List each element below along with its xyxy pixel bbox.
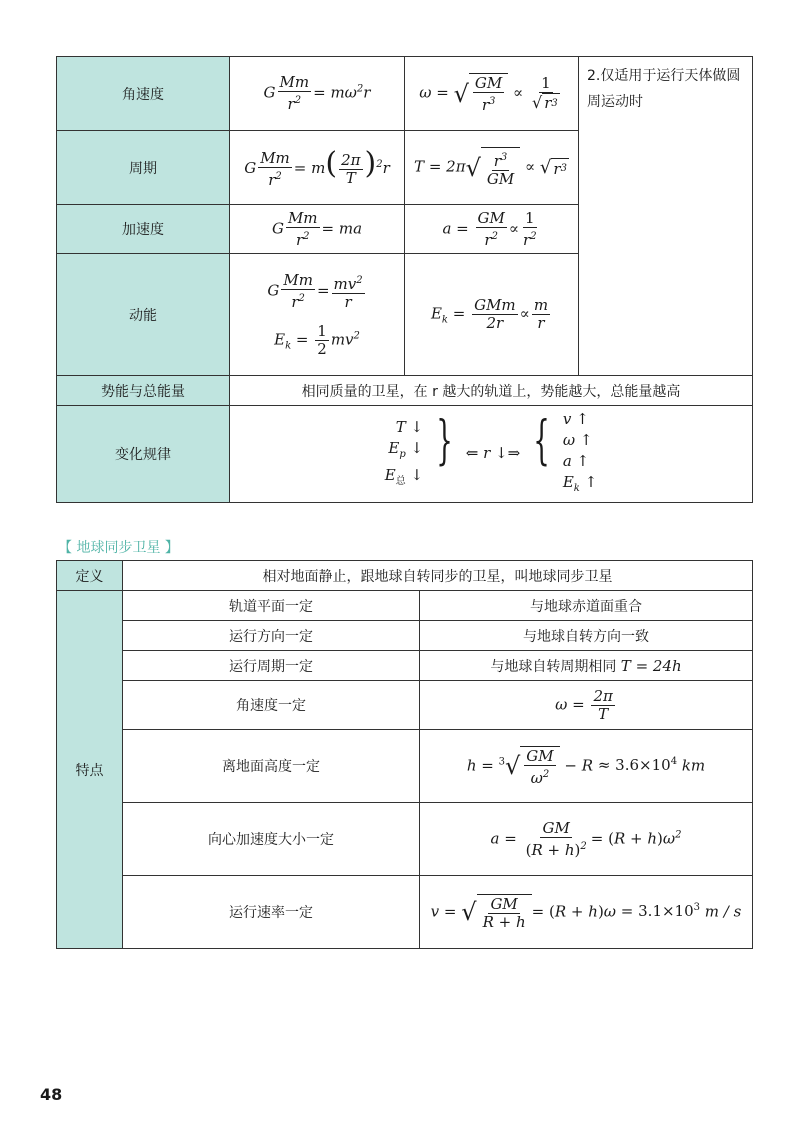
formula-angular-velocity-result: ω = √ $\frac{GM}{r^3}$ ∝ 1 √ r 3 (405, 57, 579, 131)
row-label-kinetic-energy: 动能 (57, 254, 230, 376)
row-label-angular-velocity: 角速度 (57, 57, 230, 131)
formula-acceleration-eq: G $\frac{Mm}{r^2}$ = ma (230, 205, 405, 254)
potential-energy-text: 相同质量的卫星，在 r 越大的轨道上，势能越大，总能量越高 (230, 376, 753, 406)
feature-name: 角速度一定 (123, 681, 420, 730)
formula-acceleration-result: a = $\frac{GM}{r^2}$ ∝ $\frac{1}{r^2}$ (405, 205, 579, 254)
row-label-variation-rule: 变化规律 (57, 406, 230, 503)
section-title-geostationary: 【 地球同步卫星 】 (58, 540, 179, 556)
row-label-potential-energy: 势能与总能量 (57, 376, 230, 406)
definition-label: 定义 (57, 561, 123, 591)
feature-name: 轨道平面一定 (123, 591, 420, 621)
feature-name: 运行速率一定 (123, 876, 420, 949)
formula-sync-speed: v = √ $\frac{GM}{R + h}$ = $(R + h)\omega = 3.1\times 10^3$ m / s (420, 876, 753, 949)
formula-angular-velocity-eq: G $\frac{Mm}{r^2}$ = $m\omega^2r$ (230, 57, 405, 131)
geostationary-table (56, 560, 753, 949)
formula-period-eq: G $\frac{Mm}{r^2}$ = m( $\frac{2\pi}{T}$ )$^2$r (230, 131, 405, 205)
feature-name: 运行方向一定 (123, 621, 420, 651)
page-number: 48 (40, 1085, 63, 1104)
formula-sync-height: h = $^3$ √ $\frac{GM}{\omega^2}$ − $R \approx 3.6\times 10^4$ km (420, 730, 753, 803)
definition-text: 相对地面静止，跟地球自转同步的卫星，叫地球同步卫星 (123, 561, 753, 591)
formula-sync-angular-velocity: ω = $\frac{2\pi}{T}$ (420, 681, 753, 730)
feature-value-text: 与地球自转周期相同 (490, 658, 617, 675)
feature-name: 运行周期一定 (123, 651, 420, 681)
feature-name: 离地面高度一定 (123, 730, 420, 803)
variation-rule-diagram: T ↓ $E_p$ ↓ $E_总$ ↓ } ⇐ r ↓⇒ { v ↑ ω ↑ a ↑ $E_k$ ↑ (230, 406, 753, 503)
feature-name: 向心加速度大小一定 (123, 803, 420, 876)
row-label-period: 周期 (57, 131, 230, 205)
orbit-formula-table (56, 56, 753, 503)
formula-kinetic-energy-eq: G $\frac{Mm}{r^2}$ = $\frac{mv^2}{r}$ $E_k$ = $\frac{1}{2}$ $mv^2$ (230, 254, 405, 376)
applicability-note: 2.仅适用于运行天体做圆周运动时 (579, 57, 753, 376)
feature-value: 与地球自转方向一致 (420, 621, 753, 651)
formula-kinetic-energy-result: $E_k$ = $\frac{\text{GMm}}{2r}$ ∝ $\frac{m}{r}$ (405, 254, 579, 376)
formula-period-result: T = 2π √ $\frac{r^3}{GM}$ ∝ √ r 3 (405, 131, 579, 205)
row-label-acceleration: 加速度 (57, 205, 230, 254)
feature-value: 与地球赤道面重合 (420, 591, 753, 621)
features-label: 特点 (57, 591, 123, 949)
feature-value: 与地球自转周期相同 T = 24h (420, 651, 753, 681)
formula-sync-acceleration: a = $\frac{GM}{(R + h)^2}$ = $(R + h)\omega^2$ (420, 803, 753, 876)
